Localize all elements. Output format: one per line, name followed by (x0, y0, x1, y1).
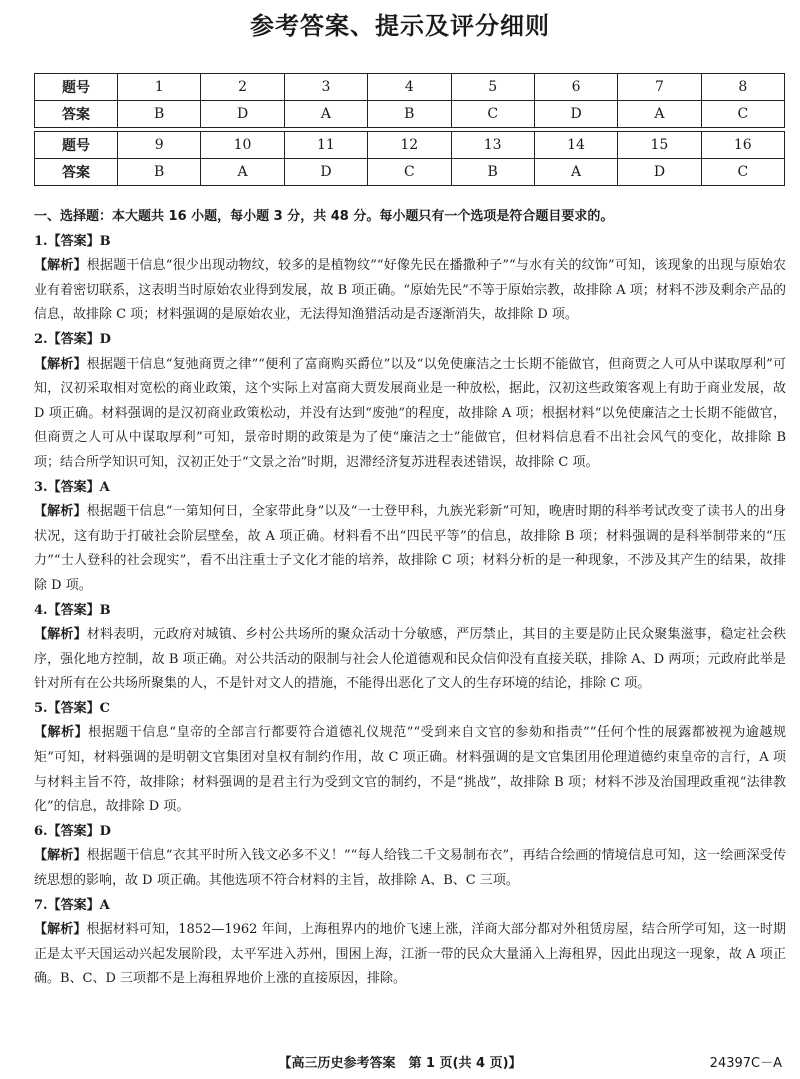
answer-cell: C (701, 159, 784, 186)
row-label: 题号 (35, 74, 118, 101)
question-answer-line (34, 599, 786, 624)
analysis-text: 根据材料可知，1852—1962 年间，上海租界内的地价飞速上涨，洋商大部分都对外租赁房屋，结合所学可知，这一时期正是太平天国运动兴起发展阶段，太平军进入苏州，围困上海，江浙一带的民众大量涌入上海租界，因此出现这一现象，故 A 项正确。B、C、D 三项都不是上海租界地价上涨的直接原因，排除。 (34, 922, 786, 987)
question-number: 16 (701, 132, 784, 159)
section-heading: 一、选择题：本大题共 16 小题，每小题 3 分，共 48 分。每小题只有一个选项是符合题目要求的。 (34, 209, 614, 224)
question-answer-line (34, 820, 786, 845)
question-number-label: 3. (34, 479, 48, 495)
page-title: 参考答案、提示及评分细则 (250, 12, 550, 40)
answer-label: 【答案】 (47, 233, 100, 249)
answer-value: B (99, 602, 111, 618)
analysis-text: 根据题干信息“复弛商贾之律”“便利了富商购买爵位”以及“以免使廉洁之士长期不能做官，但商贾之人可从中谋取厚利”可知，汉初采取相对宽松的商业政策，这个实际上对富商大贾发展商业是一种放松，据此，汉初这些政策客观上有助于商业发展，故 D 项正确。材料强调的是汉初商业政策松动，并没有达到“废弛”的程度，故排除 A 项；根据材料“以免使廉洁之士长期不能做官，但商贾之人可从中谋取厚利”可知，景帝时期的政策是为了使“廉洁之士”能做官，但材料信息看不出社会风气的变化，故排除 B 项；结合所学知识可知，汉初正处于“文景之治”时期，迟滞经济复苏进程表述错误，故排除 C 项。 (34, 356, 786, 470)
answer-cell: D (618, 159, 701, 186)
question-answer-line (34, 476, 786, 501)
question-answer-line (34, 328, 786, 353)
answer-cell: C (701, 101, 784, 128)
answer-label: 【答案】 (47, 479, 100, 495)
question-number: 9 (118, 132, 201, 159)
question-number-label: 2. (34, 331, 48, 347)
analysis-label: 【解析】 (34, 356, 87, 372)
answer-value: A (99, 897, 110, 913)
analysis-text: 材料表明，元政府对城镇、乡村公共场所的聚众活动十分敏感，严厉禁止，其目的主要是防止民众聚集滋事，稳定社会秩序，强化地方控制，故 B 项正确。对公共活动的限制与社会人伦道德观和民众信仰没有直接关联，排除 A、D 两项；元政府此举是针对所有在公共场所聚集的人，不是针对文人的措施，不能得出恶化了文人的生存环境的结论，排除 C 项。 (34, 627, 786, 692)
analysis-label: 【解析】 (34, 725, 89, 741)
row-label: 答案 (35, 159, 118, 186)
answer-value: B (99, 233, 111, 249)
question-number: 13 (451, 132, 534, 159)
table-row (35, 132, 785, 159)
answer-value: D (99, 823, 111, 839)
answer-table (34, 73, 785, 186)
answer-cell: D (534, 101, 617, 128)
analysis-paragraph (34, 500, 786, 598)
analysis-label: 【解析】 (34, 848, 87, 864)
analysis-text: 根据题干信息“一第知何日，全家带此身”以及“一士登甲科，九族光彩新”可知，晚唐时期的科举考试改变了读书人的出身状况，这有助于打破社会阶层壁垒，故 A 项正确。材料看不出“四民平等”的信息，故排除 B 项；材料强调的是科举制带来的“压力”“士人登科的社会现实”，看不出注重士子文化才能的培养，故排除 C 项；材料分析的是一种现象，不涉及其产生的结果，故排除 D 项。 (34, 504, 786, 593)
answer-label: 【答案】 (47, 602, 100, 618)
answer-label: 【答案】 (47, 331, 100, 347)
question-number: 5 (451, 74, 534, 101)
analysis-label: 【解析】 (34, 922, 87, 938)
question-number: 3 (284, 74, 367, 101)
answer-value: C (99, 700, 110, 716)
analysis-text: 根据题干信息“衣其平时所入钱文必多不义！”“每人给钱二千文易制布衣”，再结合绘画的情境信息可知，这一绘画深受传统思想的影响，故 D 项正确。其他选项不符合材料的主旨，故排除 A、B、C 三项。 (34, 848, 786, 889)
question-number: 12 (368, 132, 451, 159)
answer-cell: A (618, 101, 701, 128)
answer-cell: A (534, 159, 617, 186)
question-number: 6 (534, 74, 617, 101)
question-answer-line (34, 894, 786, 919)
footer-page-info: 【高三历史参考答案 第 1 页(共 4 页)】 (278, 1056, 522, 1071)
analysis-paragraph (34, 918, 786, 992)
question-number-label: 1. (34, 233, 48, 249)
table-row (35, 159, 785, 186)
analysis-label: 【解析】 (34, 627, 87, 643)
question-number: 10 (201, 132, 284, 159)
answer-cell: C (368, 159, 451, 186)
analysis-paragraph (34, 353, 786, 476)
question-number: 4 (368, 74, 451, 101)
question-number: 2 (201, 74, 284, 101)
question-number-label: 6. (34, 823, 48, 839)
answer-cell: A (201, 159, 284, 186)
question-number-label: 4. (34, 602, 48, 618)
answer-cell: B (118, 159, 201, 186)
answer-label: 【答案】 (47, 700, 100, 716)
answer-cell: B (118, 101, 201, 128)
table-row (35, 74, 785, 101)
analysis-paragraph (34, 623, 786, 697)
answer-cell: D (284, 159, 367, 186)
answer-label: 【答案】 (47, 823, 100, 839)
page-footer (0, 1052, 800, 1076)
row-label: 题号 (35, 132, 118, 159)
question-number: 7 (618, 74, 701, 101)
answer-cell: B (368, 101, 451, 128)
answer-label: 【答案】 (47, 897, 100, 913)
table-row (35, 101, 785, 128)
answer-explanations (34, 205, 786, 992)
analysis-paragraph (34, 844, 786, 893)
answer-cell: B (451, 159, 534, 186)
analysis-label: 【解析】 (34, 504, 87, 520)
answer-value: D (99, 331, 111, 347)
question-number: 15 (618, 132, 701, 159)
analysis-label: 【解析】 (34, 258, 87, 274)
footer-code: 24397C－A (709, 1056, 782, 1071)
question-number-label: 7. (34, 897, 48, 913)
answer-value: A (99, 479, 110, 495)
question-answer-line (34, 230, 786, 255)
answer-cell: A (284, 101, 367, 128)
question-number: 11 (284, 132, 367, 159)
analysis-text: 根据题干信息“皇帝的全部言行都要符合道德礼仪规范”“受到来自文官的参劾和指责”“任何个性的展露都被视为逾越规矩”可知，材料强调的是明朝文官集团对皇权有制约作用，故 C 项正确。材料强调的是文官集团用伦理道德约束皇帝的言行，A 项与材料主旨不符，故排除；材料强调的是君主行为受到文官的制约，不是“挑战”，故排除 B 项；材料不涉及治国理政重视“法律教化”的信息，故排除 D 项。 (34, 725, 786, 815)
question-number: 1 (118, 74, 201, 101)
analysis-paragraph (34, 254, 786, 328)
row-label: 答案 (35, 101, 118, 128)
question-number-label: 5. (34, 700, 48, 716)
question-number: 14 (534, 132, 617, 159)
answer-cell: C (451, 101, 534, 128)
analysis-paragraph (34, 721, 786, 819)
question-answer-line (34, 697, 786, 722)
analysis-text: 根据题干信息“很少出现动物纹，较多的是植物纹”“好像先民在播撒种子”“与水有关的纹饰”可知，该现象的出现与原始农业有着密切联系，这表明当时原始农业得到发展，故 B 项正确。“原始先民”不等于原始宗教，故排除 A 项；材料不涉及剩余产品的信息，故排除 C 项；材料强调的是原始农业，无法得知渔猎活动是否逐渐消失，故排除 D 项。 (34, 258, 786, 323)
question-number: 8 (701, 74, 784, 101)
answer-cell: D (201, 101, 284, 128)
